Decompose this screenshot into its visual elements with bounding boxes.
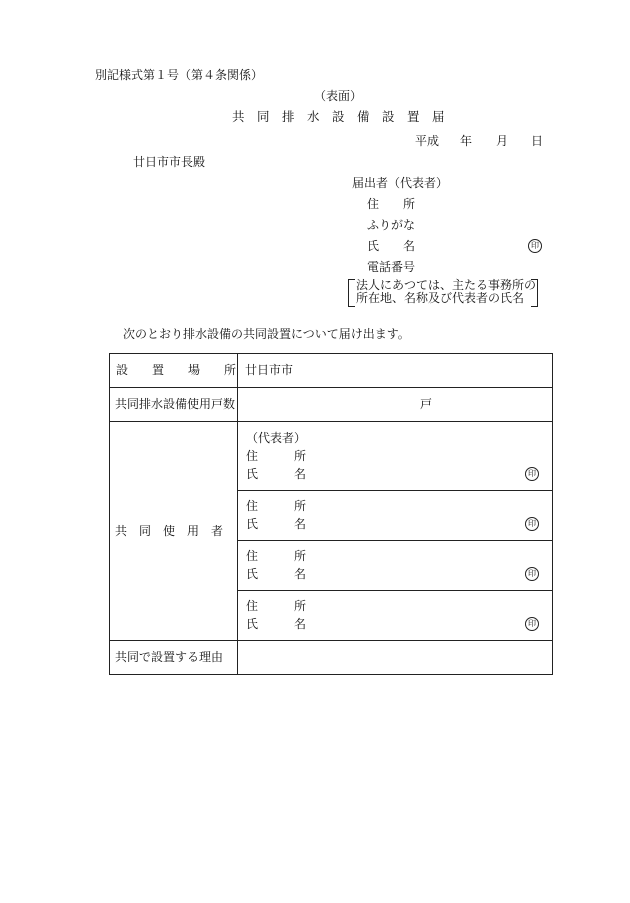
seal-icon: 印 — [525, 467, 539, 481]
user-row-divider — [237, 540, 553, 541]
applicant-address-label: 住 所 — [367, 197, 416, 211]
applicant-phone-label: 電話番号 — [367, 260, 416, 274]
user3-address-label: 住 所 — [246, 549, 307, 563]
applicant-name-label: 氏 名 — [367, 239, 416, 253]
reason-label: 共同で設置する理由 — [115, 650, 224, 664]
form-side-label: （表面） — [314, 89, 363, 103]
date-era: 平成 — [415, 134, 440, 148]
table-border-left — [109, 353, 110, 675]
date-day-label: 日 — [531, 134, 544, 148]
corporate-note-line2: 所在地、名称及び代表者の氏名 — [356, 291, 525, 305]
corporate-note — [348, 279, 538, 307]
user2-name-label: 氏 名 — [246, 517, 307, 531]
user1-name-label: 氏 名 — [246, 467, 307, 481]
row-divider — [109, 387, 553, 388]
date-month-label: 月 — [496, 134, 509, 148]
user4-address-label: 住 所 — [246, 599, 307, 613]
seal-icon: 印 — [525, 517, 539, 531]
user1-address-label: 住 所 — [246, 449, 307, 463]
table-column-divider — [237, 353, 238, 675]
user4-name-label: 氏 名 — [246, 617, 307, 631]
applicant-furigana-label: ふりがな — [367, 218, 416, 232]
users-label: 共 同 使 用 者 — [115, 524, 224, 538]
table-border-top — [109, 353, 553, 354]
seal-icon: 印 — [528, 239, 542, 253]
form-reference: 別記様式第１号（第４条関係） — [95, 68, 264, 82]
date-year-label: 年 — [460, 134, 473, 148]
table-border-right — [552, 353, 553, 675]
applicant-heading: 届出者（代表者） — [352, 176, 449, 190]
bracket-left-icon — [348, 279, 355, 307]
addressee: 廿日市市長殿 — [133, 155, 206, 169]
user-row-divider — [237, 490, 553, 491]
households-unit: 戸 — [420, 397, 433, 411]
application-table — [109, 353, 553, 675]
seal-icon: 印 — [525, 567, 539, 581]
households-label: 共同排水設備使用戸数 — [115, 397, 236, 411]
user3-name-label: 氏 名 — [246, 567, 307, 581]
user-row-divider — [237, 590, 553, 591]
user2-address-label: 住 所 — [246, 499, 307, 513]
intro-text: 次のとおり排水設備の共同設置について届け出ます。 — [123, 327, 410, 341]
representative-label: （代表者） — [246, 431, 307, 445]
row-divider — [109, 421, 553, 422]
seal-icon: 印 — [525, 617, 539, 631]
location-label: 設 置 場 所 — [116, 363, 237, 377]
table-border-bottom — [109, 674, 553, 675]
corporate-note-line1: 法人にあつては、主たる事務所の — [356, 278, 537, 292]
location-value: 廿日市市 — [245, 363, 294, 377]
page-title: 共 同 排 水 設 備 設 置 届 — [232, 109, 445, 124]
row-divider — [109, 640, 553, 641]
